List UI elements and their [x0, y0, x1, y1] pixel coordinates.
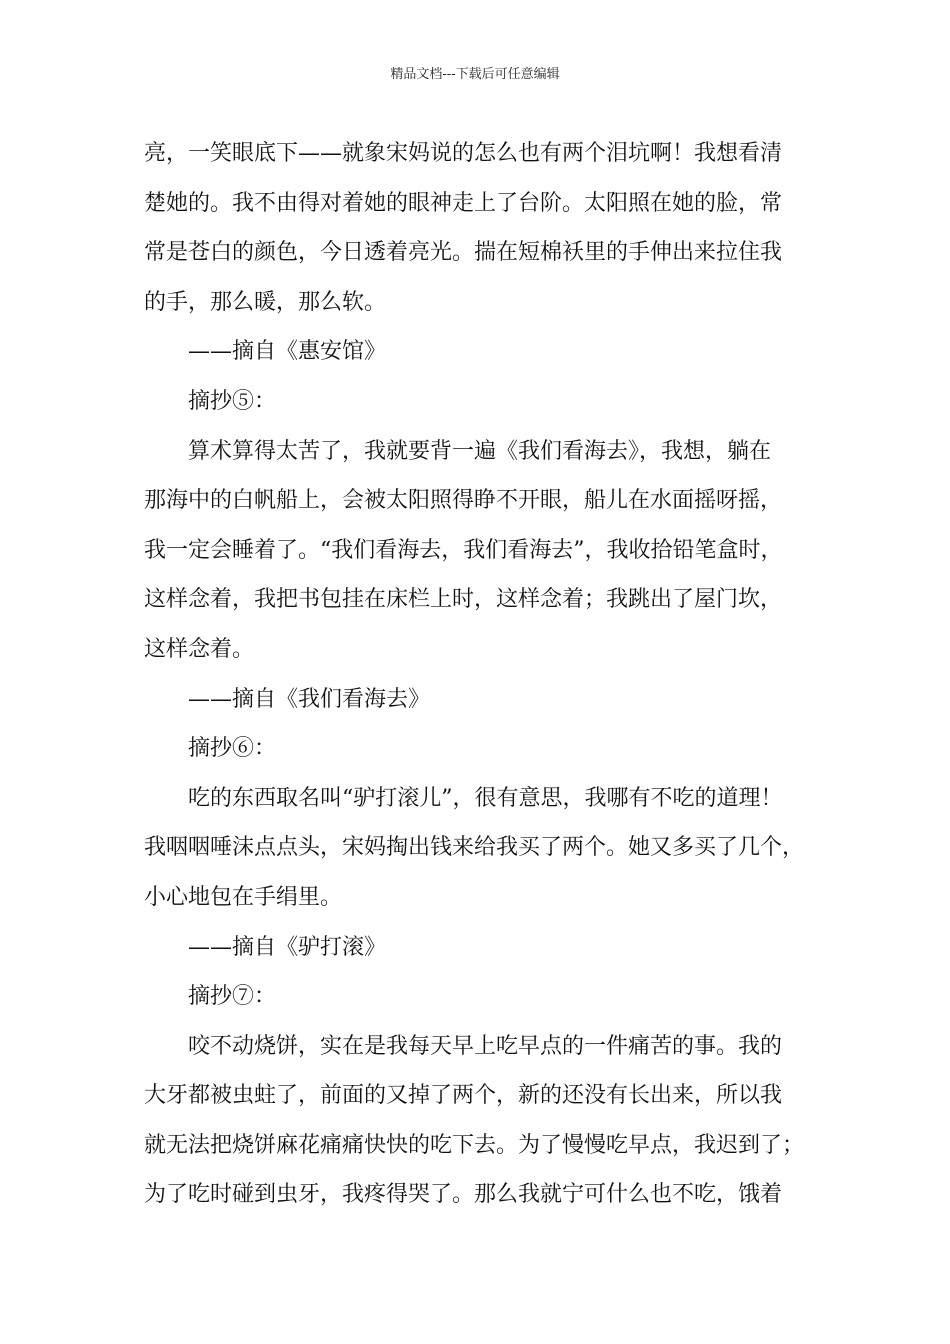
body-line: 我咽咽唾沫点点头，宋妈掏出钱来给我买了两个。她又多买了几个， — [144, 835, 805, 861]
body-line: 这样念着。 — [144, 636, 255, 662]
excerpt-heading: 摘抄⑤： — [188, 388, 277, 414]
excerpt-heading: 摘抄⑥： — [188, 736, 277, 762]
body-line: 为了吃时碰到虫牙，我疼得哭了。那么我就宁可什么也不吃，饿着 — [144, 1182, 783, 1208]
body-line: 常是苍白的颜色，今日透着亮光。揣在短棉袄里的手伸出来拉住我 — [144, 240, 783, 266]
source-attribution: ——摘自《驴打滚》 — [188, 934, 387, 960]
body-line: 大牙都被虫蛀了，前面的又掉了两个，新的还没有长出来，所以我 — [144, 1083, 783, 1109]
document-body — [144, 129, 834, 1220]
body-line: 小心地包在手绢里。 — [144, 884, 343, 910]
paragraph-first-line: 咬不动烧饼，实在是我每天早上吃早点的一件痛苦的事。我的 — [188, 1033, 783, 1059]
paragraph-first-line: 算术算得太苦了，我就要背一遍《我们看海去》，我想，躺在 — [188, 438, 772, 464]
body-line: 这样念着，我把书包挂在床栏上时，这样念着；我跳出了屋门坎， — [144, 587, 783, 613]
body-line: 就无法把烧饼麻花痛痛快快的吃下去。为了慢慢吃早点，我迟到了； — [144, 1132, 805, 1158]
page-header: 精品文档---下载后可任意编辑 — [390, 67, 560, 82]
body-line: 亮，一笑眼底下——就象宋妈说的怎么也有两个泪坑啊！我想看清 — [144, 141, 783, 166]
body-line: 的手，那么暖，那么软。 — [144, 289, 387, 315]
source-attribution: ——摘自《惠安馆》 — [188, 339, 387, 365]
body-line: 我一定会睡着了。“我们看海去，我们看海去”，我收拾铅笔盒时， — [144, 537, 783, 563]
paragraph-first-line: 吃的东西取名叫“驴打滚儿”，很有意思，我哪有不吃的道理！ — [188, 785, 783, 811]
body-line: 那海中的白帆船上，会被太阳照得睁不开眼，船儿在水面摇呀摇， — [144, 488, 783, 514]
body-line: 楚她的。我不由得对着她的眼神走上了台阶。太阳照在她的脸，常 — [144, 190, 783, 216]
source-attribution: ——摘自《我们看海去》 — [188, 686, 431, 712]
excerpt-heading: 摘抄⑦： — [188, 984, 277, 1010]
